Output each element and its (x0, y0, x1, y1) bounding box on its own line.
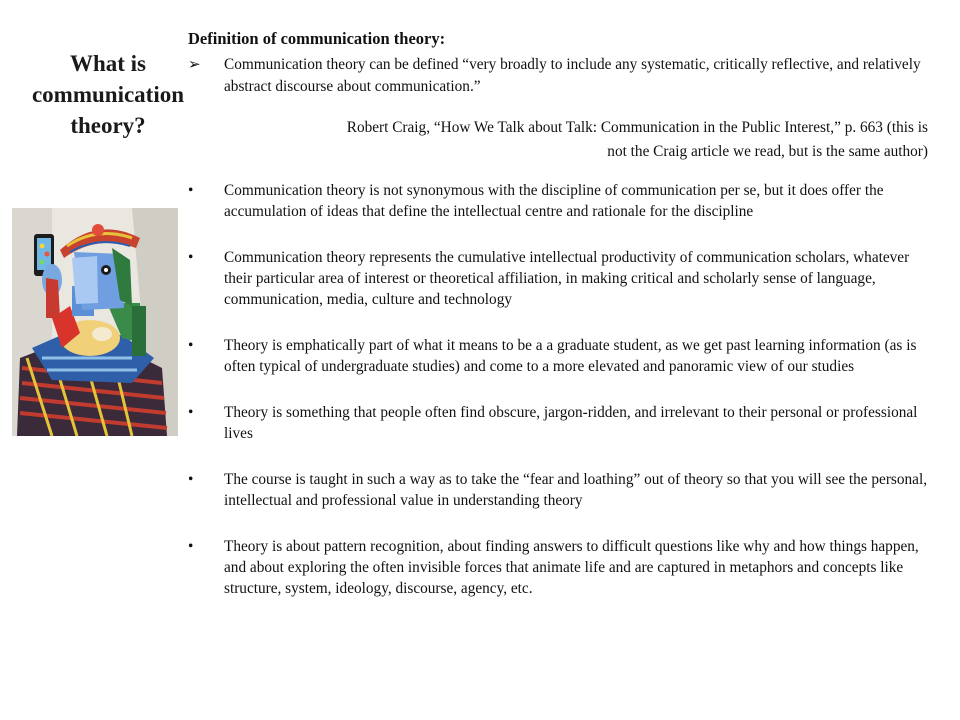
list-item (188, 536, 928, 599)
bullet-icon: • (188, 404, 194, 421)
bullet-text: Communication theory is not synonymous with the discipline of communication per se, but it does offer the accumulation of ideas that define the intellectual centre and rationale for the discipline (224, 182, 884, 220)
slide-title (6, 48, 210, 141)
list-item (188, 402, 928, 444)
slide-content (188, 28, 928, 618)
list-item (188, 469, 928, 511)
title-line-2: communication (31, 82, 185, 107)
bullet-icon: • (188, 182, 194, 199)
list-item (188, 335, 928, 377)
title-line-1: What is (69, 51, 147, 76)
bullet-text: Theory is emphatically part of what it means to be a a graduate student, as we get past learning information (as is often typical of undergraduate studies) and come to a more elevated and panoramic view of our studies (224, 337, 917, 375)
bullet-text: Communication theory represents the cumulative intellectual productivity of communication scholars, whatever their particular area of interest or theoretical affiliation, in making critical and scholarly sense of language, communication, media, culture and technology (224, 249, 910, 308)
title-line-3: theory? (70, 113, 146, 138)
picasso-portrait-image (12, 208, 178, 436)
definition-quote: Communication theory can be defined “very broadly to include any systematic, critically reflective, and relatively abstract discourse about communication.” (224, 56, 921, 95)
arrow-bullet-icon: ➢ (188, 57, 201, 73)
citation (188, 116, 928, 164)
citation-line-1: Robert Craig, “How We Talk about Talk: Communication in the Public Interest,” p. 663 (this is (346, 119, 928, 136)
bullet-icon: • (188, 538, 194, 555)
list-item (188, 247, 928, 310)
bullet-icon: • (188, 337, 194, 354)
bullet-icon: • (188, 249, 194, 266)
definition-quote-item (188, 54, 928, 98)
bullet-list (188, 180, 928, 599)
list-item (188, 180, 928, 222)
bullet-text: Theory is about pattern recognition, about finding answers to difficult questions like why and how things happen, and about exploring the often invisible forces that animate life and are captured in metaphors and concepts like structure, system, ideology, discourse, agency, etc. (224, 538, 919, 597)
bullet-text: The course is taught in such a way as to take the “fear and loathing” out of theory so that you will see the personal, intellectual and professional value in understanding theory (224, 471, 928, 509)
citation-line-2: not the Craig article we read, but is the same author) (607, 143, 928, 160)
bullet-text: Theory is something that people often find obscure, jargon-ridden, and irrelevant to their personal or professional lives (224, 404, 918, 442)
definition-heading: Definition of communication theory: (188, 29, 446, 48)
bullet-icon: • (188, 471, 194, 488)
